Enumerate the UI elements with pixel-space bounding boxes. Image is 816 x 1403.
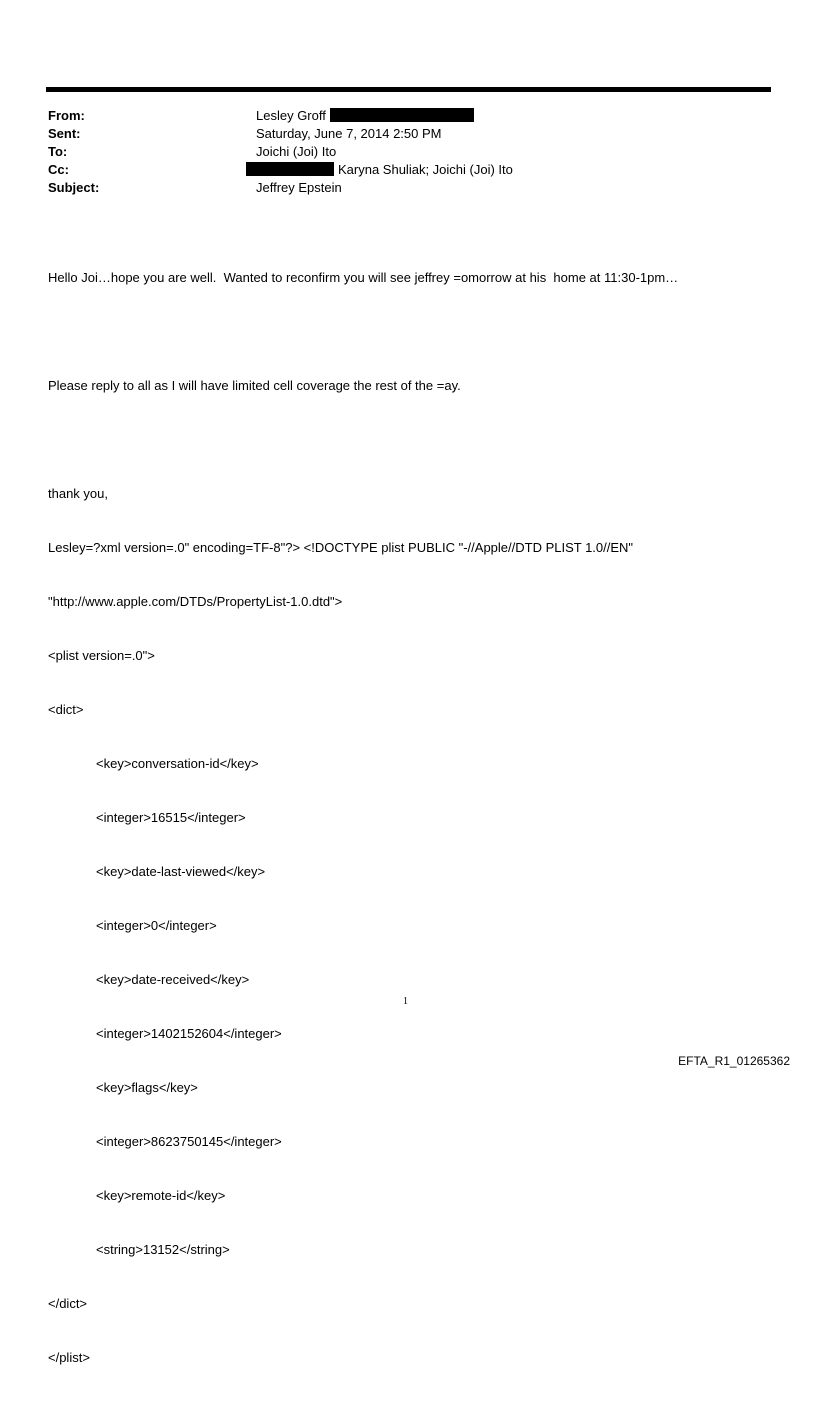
sent-label: Sent: bbox=[48, 126, 81, 141]
subject-label: Subject: bbox=[48, 180, 100, 195]
plist-line: <key>conversation-id</key> bbox=[96, 756, 259, 771]
subject-value: Jeffrey Epstein bbox=[256, 180, 342, 195]
redaction-block bbox=[246, 162, 334, 176]
to-label: To: bbox=[48, 144, 68, 159]
plist-line: <key>date-last-viewed</key> bbox=[96, 864, 266, 879]
cc-names: Karyna Shuliak; Joichi (Joi) Ito bbox=[338, 162, 513, 177]
plist-line: <key>remote-id</key> bbox=[96, 1188, 226, 1203]
body-line: <dict> bbox=[48, 702, 84, 717]
body-line: thank you, bbox=[48, 486, 108, 501]
sent-value: Saturday, June 7, 2014 2:50 PM bbox=[256, 126, 442, 141]
plist-line: <integer>1402152604</integer> bbox=[96, 1026, 282, 1041]
email-body bbox=[48, 233, 678, 1403]
body-line: <plist version=.0"> bbox=[48, 648, 155, 663]
cc-label: Cc: bbox=[48, 162, 69, 177]
redaction-block bbox=[330, 108, 474, 122]
body-line: "http://www.apple.com/DTDs/PropertyList-1.0.dtd"> bbox=[48, 594, 343, 609]
from-label: From: bbox=[48, 108, 85, 123]
plist-line: <integer>8623750145</integer> bbox=[96, 1134, 282, 1149]
from-name: Lesley Groff bbox=[256, 108, 326, 123]
body-line: </plist> bbox=[48, 1350, 90, 1365]
plist-line: <string>13152</string> bbox=[96, 1242, 230, 1257]
bates-number: EFTA_R1_01265362 bbox=[678, 1054, 790, 1068]
body-line: Lesley=?xml version=.0" encoding=TF-8"?> <!DOCTYPE plist PUBLIC "-//Apple//DTD PLIST 1.0//EN" bbox=[48, 540, 634, 555]
from-value bbox=[256, 107, 474, 125]
cc-value bbox=[256, 161, 513, 179]
page-number: 1 bbox=[403, 996, 408, 1007]
plist-line: <key>date-received</key> bbox=[96, 972, 250, 987]
plist-line: <key>flags</key> bbox=[96, 1080, 198, 1095]
body-line: Hello Joi…hope you are well. Wanted to reconfirm you will see jeffrey =omorrow at his home at 11:30-1pm… bbox=[48, 270, 679, 285]
body-line: Please reply to all as I will have limited cell coverage the rest of the =ay. bbox=[48, 378, 461, 393]
plist-line: <integer>0</integer> bbox=[96, 918, 217, 933]
header-rule bbox=[46, 87, 771, 92]
to-value: Joichi (Joi) Ito bbox=[256, 144, 337, 159]
body-line: </dict> bbox=[48, 1296, 88, 1311]
plist-line: <integer>16515</integer> bbox=[96, 810, 246, 825]
